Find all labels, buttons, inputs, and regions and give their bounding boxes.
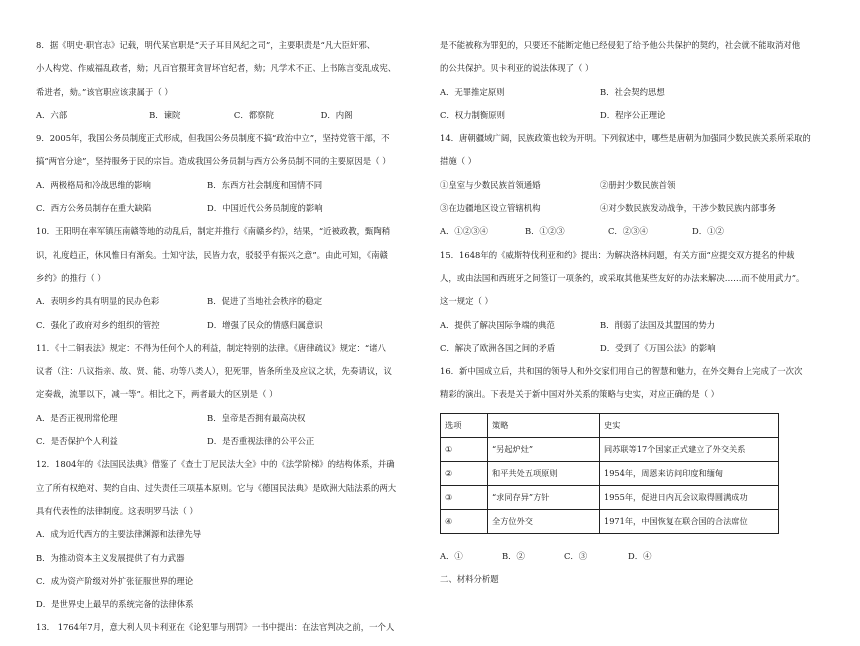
- text-line: D．是世界史上最早的系统完备的法律体系: [36, 599, 194, 610]
- answer-option: ②册封少数民族首领: [600, 179, 676, 190]
- answer-option: ①皇室与少数民族首领通婚: [440, 179, 541, 190]
- answer-option: D．程序公正理论: [600, 109, 666, 120]
- table-row: [441, 437, 779, 461]
- answer-option: B．谏院: [149, 109, 181, 120]
- left-column: [36, 40, 396, 646]
- answer-option: B．皇帝是否拥有最高决权: [207, 412, 306, 423]
- text-line: 8．据《明史·职官志》记载，明代某官职是“天子耳目风纪之司”，主要职责是“凡大臣奸邪、: [36, 40, 376, 50]
- option-c: C．③: [564, 550, 588, 561]
- answer-option: D．增强了民众的情感归属意识: [207, 319, 323, 330]
- table-cell: 全方位外交: [488, 509, 600, 533]
- answer-option: B．削弱了法国及其盟国的势力: [600, 319, 716, 330]
- text-line: 立了所有权绝对、契约自由、过失责任三项基本原则。它与《德国民法典》是欧洲大陆法系的两大: [36, 482, 397, 493]
- option-row: [440, 180, 804, 191]
- option-row: [440, 87, 804, 98]
- option-row: [36, 180, 396, 191]
- option-row: [36, 413, 396, 424]
- header-strategy: 策略: [488, 413, 600, 437]
- table-cell: ①: [441, 437, 488, 461]
- text-line: 这一规定（ ）: [440, 296, 493, 307]
- right-questions: [440, 40, 811, 400]
- answer-option: A．两极格局和冷战思维的影响: [36, 179, 151, 190]
- table-header-row: [441, 413, 779, 437]
- text-line: 16．新中国成立后，共和国的领导人和外交家们用自己的智慧和魅力，在外交舞台上完成了一次次: [440, 366, 803, 377]
- strategy-table: [440, 413, 779, 534]
- table-cell: 1971年，中国恢复在联合国的合法席位: [600, 509, 779, 533]
- text-line: 具有代表性的法律制度。这表明罗马法（ ）: [36, 505, 198, 516]
- text-line: A．成为近代西方的主要法律渊源和法律先导: [36, 529, 202, 540]
- answer-option: B．社会契约思想: [600, 86, 665, 97]
- text-line: 搞“两官分途”，坚持服务于民的宗旨。造成我国公务员制与西方公务员制不同的主要原因是（ ）: [36, 156, 391, 167]
- option-a: A．①: [440, 550, 463, 561]
- text-line: 15．1648年的《威斯特伐利亚和约》提出：为解决洛林问题，有关方面“应提交双方提名的仲裁: [440, 249, 795, 260]
- text-line: 小人构党、作威福乱政者，劾；凡百官猥茸贪冒坏官纪者，劾；凡学术不正、上书陈言变乱成宪、: [36, 63, 397, 74]
- answer-option: B．东西方社会制度和国情不同: [207, 179, 323, 190]
- header-fact: 史实: [600, 413, 779, 437]
- answer-option: B．促进了当地社会秩序的稳定: [207, 296, 323, 307]
- table-cell: 和平共处五项原则: [488, 461, 600, 485]
- answer-option: C．权力制衡原则: [440, 109, 506, 120]
- table-cell: 同苏联等17个国家正式建立了外交关系: [600, 437, 779, 461]
- option-row: [440, 320, 804, 331]
- answer-option: D．是否重视法律的公平公正: [207, 436, 315, 447]
- text-line: 9．2005年，我国公务员制度正式形成，但我国公务员制度不搞“政治中立”，坚持党管干部，不: [36, 133, 390, 144]
- answer-option: A．提供了解决国际争端的典范: [440, 319, 555, 330]
- table-row: [441, 485, 779, 509]
- text-line: 10．王阳明在率军镇压南赣等地的动乱后，制定并推行《南赣乡约》，结果，“近被政教，甄陶稍: [36, 226, 391, 237]
- option-row: [440, 110, 804, 121]
- text-line: 14．唐朝疆域广阔，民族政策也较为开明。下列叙述中，哪些是唐朝为加强同少数民族关系所采取的: [440, 133, 811, 144]
- option-row: [36, 203, 396, 214]
- table-cell: 1955年，促进日内瓦会议取得圆满成功: [600, 485, 779, 509]
- answer-option: C．②③④: [608, 226, 648, 237]
- table-cell: “求同存异”方针: [488, 485, 600, 509]
- option-row: [440, 203, 804, 214]
- option-row: [36, 110, 396, 121]
- table-row: [441, 509, 779, 533]
- text-line: 人，或由法国和西班牙之间签订一项条约，或采取其他某些友好的办法来解决……而不使用武力”。: [440, 272, 805, 283]
- answer-option: D．中国近代公务员制度的影响: [207, 203, 323, 214]
- table-cell: ③: [441, 485, 488, 509]
- text-line: 是不能被称为罪犯的，只要还不能断定他已经侵犯了给予他公共保护的契约，社会就不能取消对他: [440, 40, 801, 50]
- header-option: 选项: [441, 413, 488, 437]
- table-answer-options: [440, 551, 804, 562]
- right-column: [440, 40, 811, 597]
- answer-option: B．①②③: [525, 226, 565, 237]
- text-line: 定奏裁，流罪以下，减一等”。相比之下，两者最大的区别是（ ）: [36, 389, 278, 400]
- answer-option: A．①②③④: [440, 226, 488, 237]
- answer-option: C．都察院: [233, 109, 274, 120]
- text-line: 11．《十二铜表法》规定：不得为任何个人的利益，制定特别的法律。《唐律疏议》规定：“诸八: [36, 342, 386, 353]
- answer-option: ④对少数民族发动战争，干涉少数民族内部事务: [600, 203, 776, 214]
- table-row: [441, 461, 779, 485]
- text-line: 议者（注：八议指亲、故、贤、能、功等八类人），犯死罪，皆条所坐及应议之状，先奏请议，议: [36, 366, 392, 377]
- answer-option: A．是否正视刑常伦理: [36, 412, 118, 423]
- answer-option: C．西方公务员制存在重大缺陷: [36, 203, 152, 214]
- text-line: 希进者，劾。”该官职应该隶属于（ ）: [36, 86, 173, 97]
- text-line: 精彩的演出。下表是关于新中国对外关系的策略与史实，对应正确的是（ ）: [440, 389, 720, 400]
- text-line: 识，礼度趋正，休风惟日有渐矣。士知守法，民皆力农，驳驳乎有振兴之意”。由此可知，《南赣: [36, 249, 388, 260]
- answer-option: D．受到了《万国公法》的影响: [600, 342, 716, 353]
- option-d: D．④: [628, 550, 652, 561]
- text-line: B．为推动资本主义发展提供了有力武器: [36, 552, 185, 563]
- answer-option: A．无罪推定原则: [440, 86, 505, 97]
- text-line: 12．1804年的《法国民法典》借鉴了《查士丁尼民法大全》中的《法学阶梯》的结构体系，并确: [36, 459, 395, 470]
- table-cell: ④: [441, 509, 488, 533]
- option-row: [36, 436, 396, 447]
- answer-option: D．①②: [692, 226, 724, 237]
- text-line: C．成为资产阶级对外扩张征服世界的理论: [36, 575, 194, 586]
- answer-option: A．表明乡约具有明显的民办色彩: [36, 296, 160, 307]
- answer-option: C．解决了欧洲各国之间的矛盾: [440, 342, 556, 353]
- answer-option: ③在边疆地区设立管辖机构: [440, 203, 541, 214]
- option-row: [440, 226, 804, 237]
- answer-option: C．强化了政府对乡约组织的管控: [36, 319, 160, 330]
- text-line: 13． 1764年7月，意大利人贝卡利亚在《论犯罪与刑罚》一书中提出：在法官判决之前，一个人: [36, 622, 395, 633]
- section-heading: 二、材料分析题: [440, 574, 499, 585]
- option-row: [36, 296, 396, 307]
- option-row: [36, 320, 396, 331]
- option-row: [440, 343, 804, 354]
- answer-option: D．内阁: [320, 109, 353, 120]
- option-b: B．②: [502, 550, 525, 561]
- answer-option: A．六部: [36, 109, 68, 120]
- text-line: 的公共保护。贝卡利亚的说法体现了（ ）: [440, 63, 594, 74]
- answer-option: C．是否保护个人利益: [36, 436, 118, 447]
- text-line: 措施（ ）: [440, 156, 477, 167]
- table-cell: ②: [441, 461, 488, 485]
- text-line: 乡约》的推行（ ）: [36, 272, 106, 283]
- table-cell: “另起炉灶”: [488, 437, 600, 461]
- table-cell: 1954年，周恩来访问印度和缅甸: [600, 461, 779, 485]
